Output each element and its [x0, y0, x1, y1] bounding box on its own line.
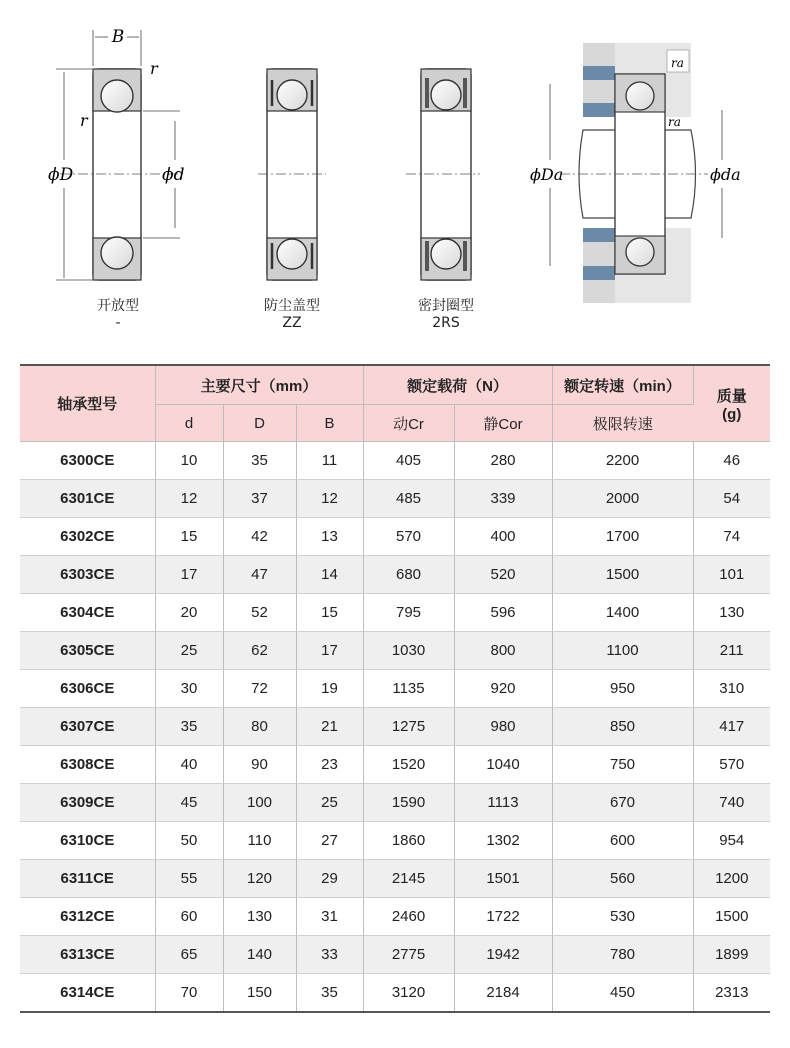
cell-dynamic-load: 485 [363, 480, 454, 518]
cell-mass: 1899 [693, 936, 770, 974]
cell-B: 21 [296, 708, 363, 746]
cell-mass: 130 [693, 594, 770, 632]
dim-label-r-top: r [150, 59, 158, 78]
cell-static-load: 596 [454, 594, 552, 632]
cell-limit-speed: 750 [552, 746, 693, 784]
cell-static-load: 980 [454, 708, 552, 746]
table-row [20, 670, 770, 708]
cell-model: 6313CE [20, 936, 155, 974]
cell-dynamic-load: 405 [363, 442, 454, 480]
cell-limit-speed: 1700 [552, 518, 693, 556]
cell-D: 100 [223, 784, 296, 822]
cell-dynamic-load: 3120 [363, 974, 454, 1013]
cell-mass: 101 [693, 556, 770, 594]
cell-dynamic-load: 570 [363, 518, 454, 556]
cell-B: 23 [296, 746, 363, 784]
cell-D: 35 [223, 442, 296, 480]
header-dimensions: 主要尺寸（mm） [155, 365, 363, 405]
cell-dynamic-load: 2145 [363, 860, 454, 898]
cell-D: 62 [223, 632, 296, 670]
table-row [20, 898, 770, 936]
header-limit-speed: 极限转速 [552, 405, 693, 442]
cell-D: 52 [223, 594, 296, 632]
cell-D: 90 [223, 746, 296, 784]
header-model: 轴承型号 [20, 365, 155, 442]
table-row [20, 822, 770, 860]
cell-limit-speed: 560 [552, 860, 693, 898]
cell-limit-speed: 780 [552, 936, 693, 974]
cell-limit-speed: 1500 [552, 556, 693, 594]
header-D: D [223, 405, 296, 442]
cell-B: 33 [296, 936, 363, 974]
type-name: 开放型 [97, 298, 139, 314]
header-mass [693, 365, 770, 442]
table-row [20, 746, 770, 784]
cell-dynamic-load: 2775 [363, 936, 454, 974]
table-row [20, 936, 770, 974]
header-mass-unit: (g) [722, 405, 742, 423]
cell-d: 60 [155, 898, 223, 936]
cell-limit-speed: 530 [552, 898, 693, 936]
cell-static-load: 920 [454, 670, 552, 708]
cell-B: 15 [296, 594, 363, 632]
cell-B: 27 [296, 822, 363, 860]
cell-d: 50 [155, 822, 223, 860]
header-static-load: 静Cor [454, 405, 552, 442]
dim-label-shaft-diameter: ϕda [710, 165, 741, 184]
cell-d: 35 [155, 708, 223, 746]
cell-mass: 954 [693, 822, 770, 860]
cell-model: 6302CE [20, 518, 155, 556]
cell-mass: 46 [693, 442, 770, 480]
cell-D: 120 [223, 860, 296, 898]
dim-label-ra-shaft: ra [668, 115, 681, 129]
cell-d: 65 [155, 936, 223, 974]
cell-d: 70 [155, 974, 223, 1013]
cell-static-load: 2184 [454, 974, 552, 1013]
cell-static-load: 1942 [454, 936, 552, 974]
cell-D: 130 [223, 898, 296, 936]
type-caption-sealed [406, 298, 486, 332]
table-row [20, 556, 770, 594]
table-row [20, 480, 770, 518]
bearing-diagram-svg [0, 0, 790, 345]
cell-dynamic-load: 1030 [363, 632, 454, 670]
cell-dynamic-load: 795 [363, 594, 454, 632]
cell-mass: 570 [693, 746, 770, 784]
cell-model: 6312CE [20, 898, 155, 936]
cell-model: 6303CE [20, 556, 155, 594]
table-body [20, 442, 770, 1013]
cell-B: 13 [296, 518, 363, 556]
dim-label-housing-diameter: ϕDa [530, 165, 564, 184]
cell-d: 30 [155, 670, 223, 708]
cell-D: 72 [223, 670, 296, 708]
cell-d: 15 [155, 518, 223, 556]
cell-dynamic-load: 1275 [363, 708, 454, 746]
cell-D: 80 [223, 708, 296, 746]
cell-limit-speed: 1400 [552, 594, 693, 632]
cell-model: 6305CE [20, 632, 155, 670]
cell-B: 31 [296, 898, 363, 936]
header-B: B [296, 405, 363, 442]
dim-label-bore-diameter: ϕd [162, 165, 185, 185]
cell-dynamic-load: 1520 [363, 746, 454, 784]
cell-model: 6301CE [20, 480, 155, 518]
header-speed: 额定转速（min） [552, 365, 693, 405]
bearing-diagrams [0, 0, 790, 345]
open-bearing-drawing [56, 30, 186, 280]
cell-static-load: 1501 [454, 860, 552, 898]
cell-dynamic-load: 1135 [363, 670, 454, 708]
mounting-drawing [550, 43, 722, 303]
cell-mass: 310 [693, 670, 770, 708]
cell-limit-speed: 2000 [552, 480, 693, 518]
cell-d: 12 [155, 480, 223, 518]
header-mass-title: 质量 [716, 387, 747, 405]
cell-model: 6309CE [20, 784, 155, 822]
table-row [20, 708, 770, 746]
type-name: 密封圈型 [418, 298, 474, 314]
cell-static-load: 1722 [454, 898, 552, 936]
type-code: 2RS [432, 315, 460, 331]
dim-label-ra-housing: ra [671, 56, 684, 70]
cell-d: 10 [155, 442, 223, 480]
cell-B: 29 [296, 860, 363, 898]
cell-dynamic-load: 680 [363, 556, 454, 594]
cell-mass: 2313 [693, 974, 770, 1013]
cell-B: 25 [296, 784, 363, 822]
header-dynamic-load: 动Cr [363, 405, 454, 442]
cell-model: 6308CE [20, 746, 155, 784]
cell-limit-speed: 450 [552, 974, 693, 1013]
cell-B: 17 [296, 632, 363, 670]
cell-D: 110 [223, 822, 296, 860]
type-caption-open [78, 298, 158, 332]
cell-mass: 1200 [693, 860, 770, 898]
cell-mass: 211 [693, 632, 770, 670]
cell-mass: 1500 [693, 898, 770, 936]
cell-static-load: 339 [454, 480, 552, 518]
cell-d: 17 [155, 556, 223, 594]
header-d: d [155, 405, 223, 442]
cell-static-load: 1040 [454, 746, 552, 784]
type-name: 防尘盖型 [264, 298, 320, 314]
table-row [20, 974, 770, 1013]
table-row [20, 518, 770, 556]
cell-limit-speed: 950 [552, 670, 693, 708]
cell-limit-speed: 600 [552, 822, 693, 860]
cell-static-load: 1302 [454, 822, 552, 860]
shield-bearing-drawing [258, 69, 326, 280]
table-row [20, 860, 770, 898]
cell-B: 19 [296, 670, 363, 708]
cell-static-load: 1113 [454, 784, 552, 822]
type-code: ZZ [282, 315, 302, 331]
cell-d: 25 [155, 632, 223, 670]
cell-limit-speed: 1100 [552, 632, 693, 670]
cell-B: 14 [296, 556, 363, 594]
cell-d: 55 [155, 860, 223, 898]
cell-d: 40 [155, 746, 223, 784]
cell-mass: 74 [693, 518, 770, 556]
cell-dynamic-load: 2460 [363, 898, 454, 936]
cell-model: 6300CE [20, 442, 155, 480]
cell-mass: 417 [693, 708, 770, 746]
cell-static-load: 400 [454, 518, 552, 556]
table-row [20, 784, 770, 822]
dim-label-r-side: r [80, 111, 88, 130]
cell-limit-speed: 850 [552, 708, 693, 746]
cell-model: 6306CE [20, 670, 155, 708]
header-load: 额定载荷（N） [363, 365, 552, 405]
cell-D: 47 [223, 556, 296, 594]
cell-D: 150 [223, 974, 296, 1013]
cell-static-load: 280 [454, 442, 552, 480]
cell-B: 12 [296, 480, 363, 518]
type-code: - [115, 315, 121, 331]
cell-static-load: 800 [454, 632, 552, 670]
cell-limit-speed: 2200 [552, 442, 693, 480]
cell-mass: 740 [693, 784, 770, 822]
cell-B: 35 [296, 974, 363, 1013]
type-caption-shield [252, 298, 332, 332]
table-row [20, 594, 770, 632]
sealed-bearing-drawing [406, 69, 480, 280]
cell-static-load: 520 [454, 556, 552, 594]
cell-model: 6314CE [20, 974, 155, 1013]
cell-B: 11 [296, 442, 363, 480]
cell-D: 42 [223, 518, 296, 556]
cell-model: 6311CE [20, 860, 155, 898]
dim-label-outer-diameter: ϕD [48, 165, 74, 185]
cell-dynamic-load: 1590 [363, 784, 454, 822]
cell-d: 45 [155, 784, 223, 822]
cell-d: 20 [155, 594, 223, 632]
cell-model: 6310CE [20, 822, 155, 860]
table-row [20, 442, 770, 480]
cell-dynamic-load: 1860 [363, 822, 454, 860]
bearing-spec-table [20, 364, 770, 1013]
cell-D: 37 [223, 480, 296, 518]
cell-D: 140 [223, 936, 296, 974]
cell-limit-speed: 670 [552, 784, 693, 822]
cell-model: 6304CE [20, 594, 155, 632]
dim-label-B: B [111, 27, 125, 47]
table-row [20, 632, 770, 670]
cell-mass: 54 [693, 480, 770, 518]
cell-model: 6307CE [20, 708, 155, 746]
